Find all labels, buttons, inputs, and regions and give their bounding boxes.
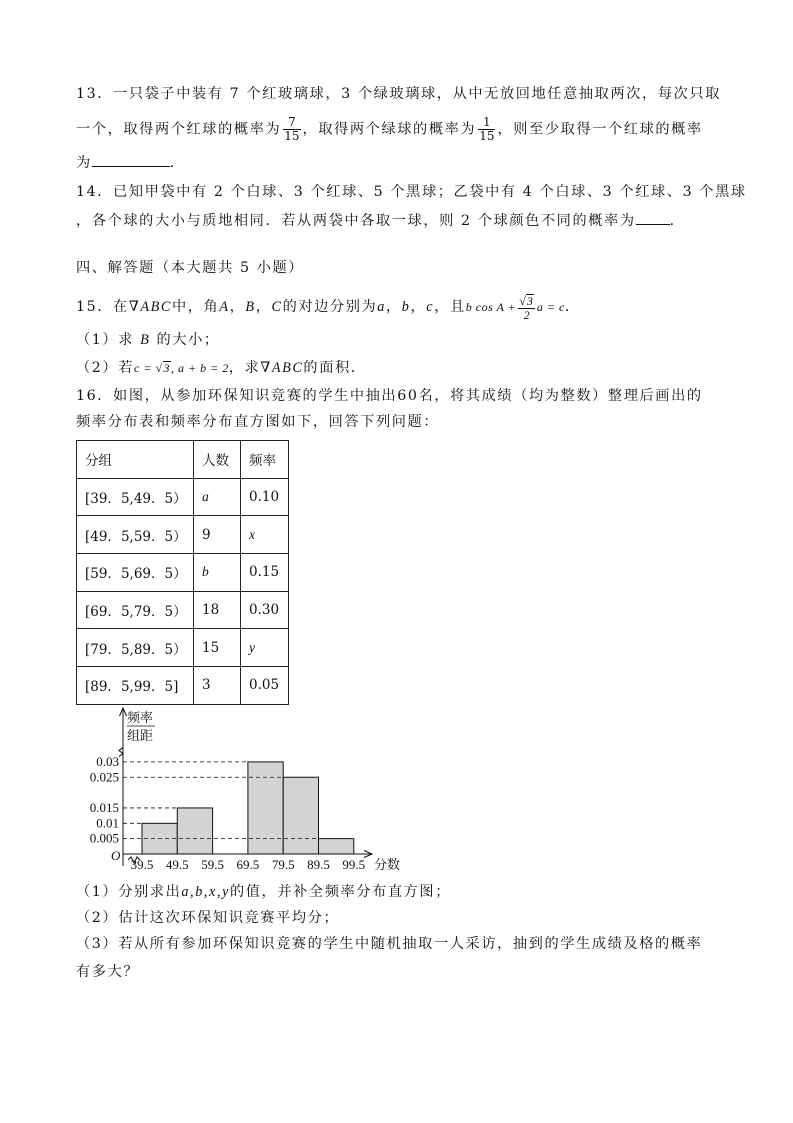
fraction-1-15: $\frac{1}{15}$ — [479, 115, 495, 143]
histogram-bar — [283, 777, 318, 854]
x-tick-label: 89.5 — [307, 857, 330, 872]
table-cell: [49．5,59．5） — [77, 516, 194, 554]
table-cell: a — [194, 478, 241, 516]
fraction-sqrt3-2: $\frac{√3}{2}$ — [519, 294, 533, 322]
q14-line2: ，各个球的大小与质地相同．若从两袋中各取一球，则 2 个球颜色不同的概率为 . — [76, 210, 676, 231]
table-cell: [39．5,49．5） — [77, 478, 194, 516]
q16-sub3-line2: 有多大？ — [76, 964, 140, 980]
y-tick-label: 0.015 — [89, 799, 119, 815]
y-tick-label: 0.005 — [89, 830, 119, 846]
table-row — [77, 591, 289, 629]
table-cell: 3 — [194, 667, 241, 705]
origin-label: O — [111, 848, 121, 863]
header-cell: 人数 — [194, 441, 241, 479]
table-cell: [59．5,69．5） — [77, 554, 194, 592]
table-cell: 0.05 — [241, 667, 289, 705]
histogram-bar — [319, 839, 354, 854]
y-label-denominator: 组距 — [127, 728, 154, 743]
header-cell: 分组 — [77, 441, 194, 479]
y-label-numerator: 频率 — [127, 710, 154, 725]
frequency-table — [76, 440, 289, 705]
table-cell: 0.10 — [241, 478, 289, 516]
x-tick-label: 79.5 — [271, 857, 295, 872]
header-cell: 频率 — [241, 441, 289, 479]
q16-sub3-line1: （3）若从所有参加环保知识竞赛的学生中随机抽取一人采访，抽到的学生成绩及格的概率 — [76, 936, 703, 952]
q15-line1: 15．在∇ABC中，角A，B，C的对边分别为a，b，c，且b cos A + $\frac{√3}{2}$ a = c． — [76, 294, 581, 322]
q13-line3: 为 . — [76, 152, 176, 173]
y-tick-label: 0.03 — [96, 753, 119, 769]
table-cell: 18 — [194, 591, 241, 629]
q14-line1: 14．已知甲袋中有 2 个白球、3 个红球、5 个黑球；乙袋中有 4 个白球、3 个红球、3 个黑球 — [76, 184, 747, 200]
y-tick-label: 0.025 — [89, 769, 119, 785]
table-cell: b — [194, 554, 241, 592]
y-axis-break — [119, 748, 123, 757]
q16-line1: 16．如图，从参加环保知识竞赛的学生中抽出60名，将其成绩（均为整数）整理后画出的 — [76, 388, 703, 404]
x-tick-label: 59.5 — [201, 857, 224, 872]
table-cell: [69．5,79．5） — [77, 591, 194, 629]
q16-line2: 频率分布表和频率分布直方图如下，回答下列问题： — [76, 414, 440, 430]
q16-sub1: （1）分别求出a,b,x,y的值，并补全频率分布直方图； — [76, 884, 452, 900]
table-row — [77, 629, 289, 667]
q13-line1: 13．一只袋子中装有 7 个红玻璃球，3 个绿玻璃球，从中无放回地任意抽取两次，每次只取 — [76, 86, 721, 102]
table-cell: 0.30 — [241, 591, 289, 629]
x-tick-label: 39.5 — [130, 857, 154, 872]
table-cell: 0.15 — [241, 554, 289, 592]
x-tick-label: 49.5 — [165, 857, 189, 872]
table-row — [77, 478, 289, 516]
x-axis-label: 分数 — [374, 857, 401, 872]
table-cell: [89．5,99．5] — [77, 667, 194, 705]
histogram-bar — [177, 808, 212, 854]
table-cell: y — [241, 629, 289, 667]
x-tick-label: 69.5 — [236, 857, 260, 872]
table-cell: x — [241, 516, 289, 554]
q15-sub1: （1）求 B 的大小； — [76, 332, 220, 348]
equation: b cos A + $\frac{√3}{2}$ a = c — [465, 294, 565, 322]
answer-blank-q13[interactable] — [92, 152, 170, 167]
frequency-histogram — [70, 706, 410, 878]
table-row — [77, 667, 289, 705]
y-tick-label: 0.01 — [96, 815, 119, 831]
q16-sub2: （2）估计这次环保知识竞赛平均分； — [76, 910, 340, 926]
table-row — [77, 516, 289, 554]
x-tick-label: 99.5 — [342, 857, 366, 872]
histogram-bar — [248, 762, 283, 854]
table-cell: 15 — [194, 629, 241, 667]
table-row — [77, 554, 289, 592]
fraction-7-15: $\frac{7}{15}$ — [284, 115, 300, 143]
section-title: 四、解答题（本大题共 5 小题） — [76, 260, 305, 276]
q13-line2: 一个，取得两个红球的概率为 $\frac{7}{15}$ ，取得两个绿球的概率为 $\frac{1}{15}$ ，则至少取得一个红球的概率 — [76, 115, 703, 143]
q15-sub2: （2）若c = √3, a + b = 2，求∇ABC的面积． — [76, 360, 367, 376]
table-header-row — [77, 441, 289, 479]
table-cell: [79．5,89．5） — [77, 629, 194, 667]
table-cell: 9 — [194, 516, 241, 554]
answer-blank-q14[interactable] — [636, 210, 670, 225]
